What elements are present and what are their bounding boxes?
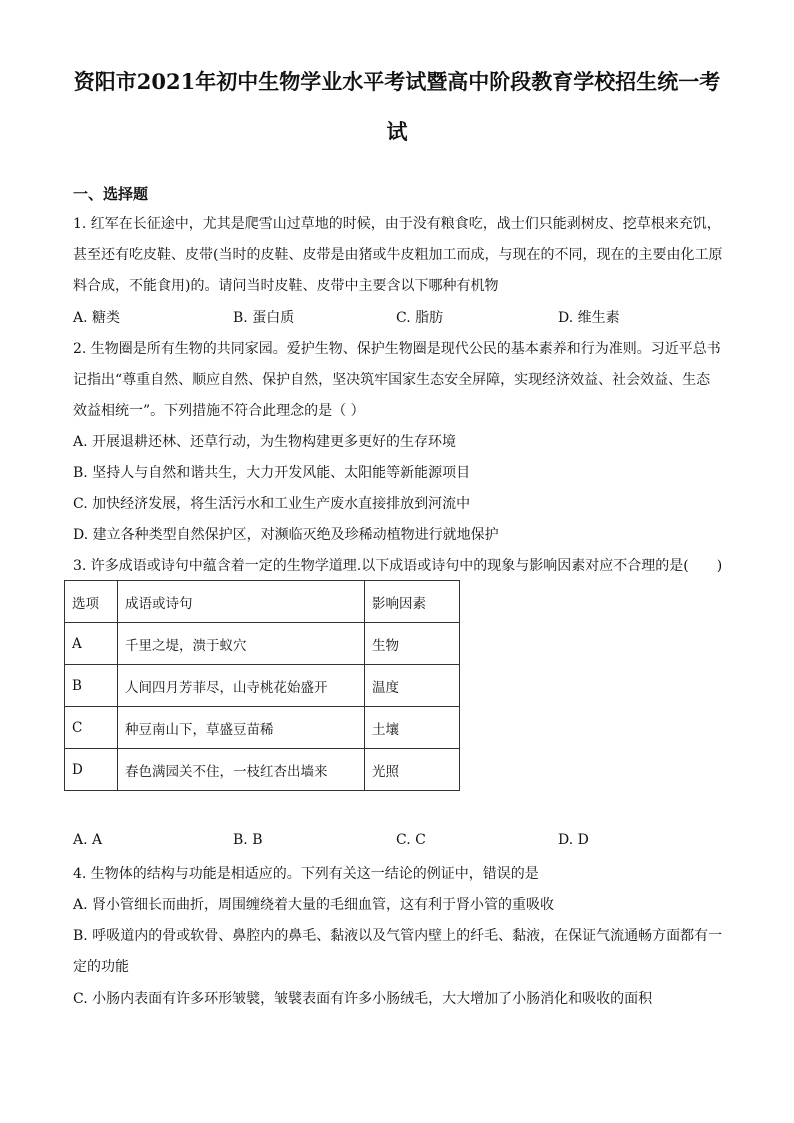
question-4-option-a: A. 肾小管细长而曲折，周围缠绕着大量的毛细血管，这有利于肾小管的重吸收 [73,897,555,913]
question-1-line-1: 1. 红军在长征途中，尤其是爬雪山过草地的时候，由于没有粮食吃，战士们只能剥树皮、挖草根来充饥， [73,216,721,232]
question-1-option-d: D. 维生素 [558,310,620,326]
table-header-cell: 成语或诗句 [118,581,365,623]
section-heading: 一、选择题 [73,185,149,203]
table-row [65,707,460,749]
table-cell: 种豆南山下，草盛豆苗稀 [118,707,365,749]
question-1-option-b: B. 蛋白质 [233,310,295,326]
table-cell: D [65,749,118,791]
question-4-option-b-line-1: B. 呼吸道内的骨或软骨、鼻腔内的鼻毛、黏液以及气管内壁上的纤毛、黏液，在保证气流通畅方面都有一 [73,928,723,944]
table-row [65,665,460,707]
table-cell: B [65,665,118,707]
question-4-option-b-line-2: 定的功能 [73,959,129,975]
question-2-option-a: A. 开展退耕还林、还草行动，为生物构建更多更好的生存环境 [73,434,457,450]
table-cell: 土壤 [365,707,460,749]
question-2-line-3: 效益相统一”。下列措施不符合此理念的是（ ） [73,403,365,419]
table-cell: 春色满园关不住，一枝红杏出墙来 [118,749,365,791]
table-header-cell: 选项 [65,581,118,623]
question-3-option-c: C. C [396,832,426,848]
table-cell: 千里之堤，溃于蚁穴 [118,623,365,665]
question-2-option-c: C. 加快经济发展，将生活污水和工业生产废水直接排放到河流中 [73,496,471,512]
table-cell: A [65,623,118,665]
table-cell: 光照 [365,749,460,791]
question-1-option-a: A. 糖类 [73,310,121,326]
table-row [65,749,460,791]
question-1-line-2: 甚至还有吃皮鞋、皮带(当时的皮鞋、皮带是由猪或牛皮粗加工而成，与现在的不同，现在的主要由化工原 [73,247,723,263]
question-1-line-3: 料合成，不能食用)的。请问当时皮鞋、皮带中主要含以下哪种有机物 [73,278,499,294]
question-3-table [64,580,460,791]
table-header-cell: 影响因素 [365,581,460,623]
question-2-line-2: 记指出“尊重自然、顺应自然、保护自然，坚决筑牢国家生态安全屏障，实现经济效益、社会效益、生态 [73,372,711,388]
question-2-option-b: B. 坚持人与自然和谐共生，大力开发风能、太阳能等新能源项目 [73,465,471,481]
table-cell: 人间四月芳菲尽，山寺桃花始盛开 [118,665,365,707]
question-2-line-1: 2. 生物圈是所有生物的共同家园。爱护生物、保护生物圈是现代公民的基本素养和行为准则。习近平总书 [73,341,721,357]
table-cell: 生物 [365,623,460,665]
table-cell: 温度 [365,665,460,707]
page-title-line-2: 试 [386,119,408,144]
question-3-option-d: D. D [558,832,589,848]
table-cell: C [65,707,118,749]
question-4-stem: 4. 生物体的结构与功能是相适应的。下列有关这一结论的例证中，错误的是 [73,866,539,882]
question-3-option-a: A. A [73,832,103,848]
question-3-option-b: B. B [233,832,263,848]
question-3-stem: 3. 许多成语或诗句中蕴含着一定的生物学道理.以下成语或诗句中的现象与影响因素对应不合理的是( ) [73,558,723,574]
table-header-row [65,581,460,623]
page-title-line-1: 资阳市2021年初中生物学业水平考试暨高中阶段教育学校招生统一考 [73,69,721,94]
question-1-option-c: C. 脂肪 [396,310,444,326]
table-row [65,623,460,665]
question-2-option-d: D. 建立各种类型自然保护区，对濒临灭绝及珍稀动植物进行就地保护 [73,527,499,543]
question-4-option-c: C. 小肠内表面有许多环形皱襞，皱襞表面有许多小肠绒毛，大大增加了小肠消化和吸收的面积 [73,991,653,1007]
